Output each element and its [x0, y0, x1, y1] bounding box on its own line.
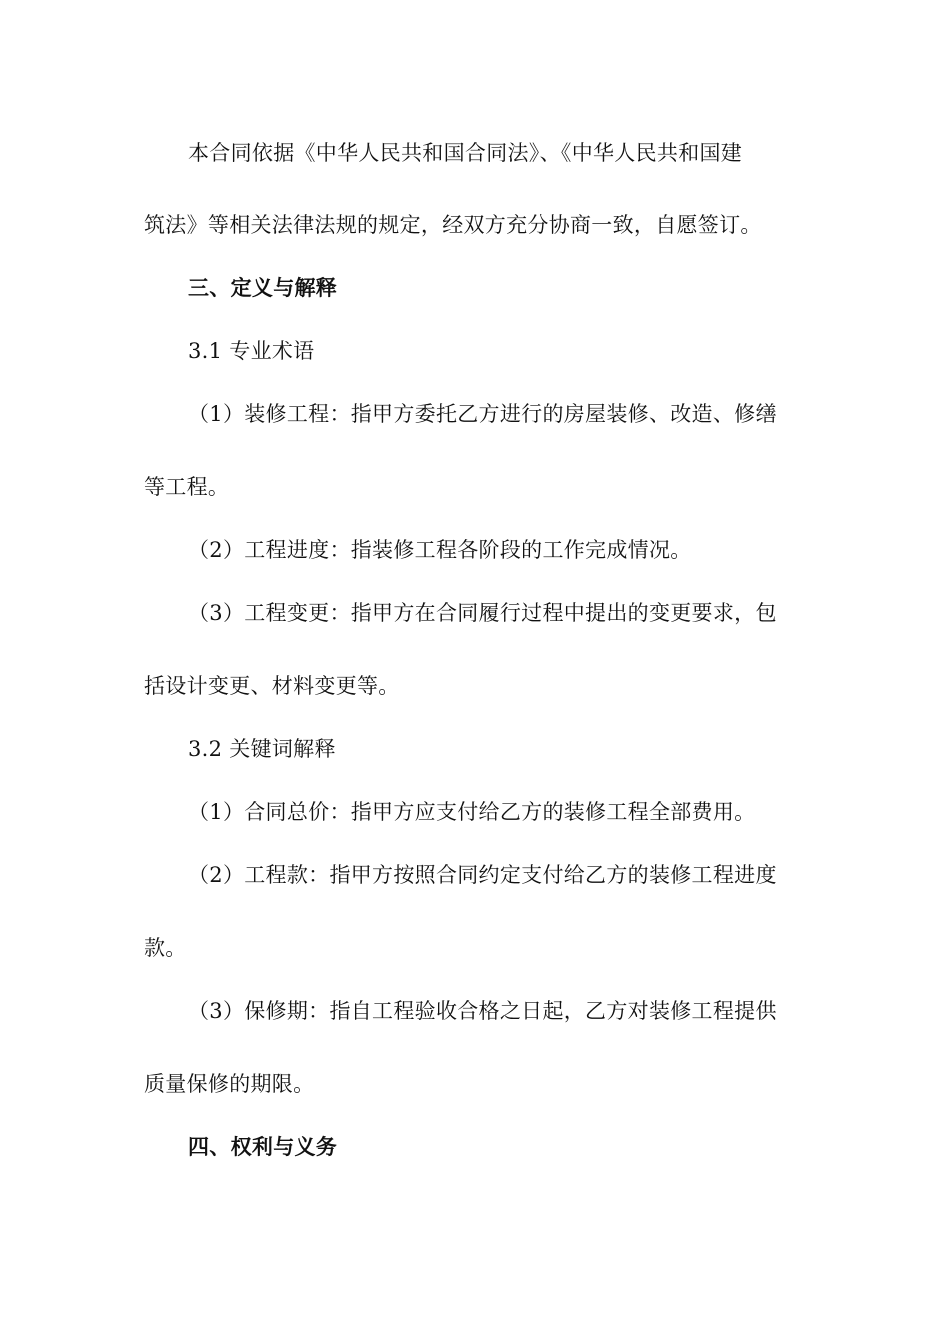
section-3-heading: 三、定义与解释 — [188, 275, 338, 300]
section-4-heading: 四、权利与义务 — [188, 1134, 338, 1159]
keyword-item-1: （1）合同总价：指甲方应支付给乙方的装修工程全部费用。 — [188, 800, 756, 824]
definition-item-1-line-2: 等工程。 — [144, 475, 230, 499]
keyword-item-3-line-2: 质量保修的期限。 — [144, 1072, 315, 1096]
subsection-3-1-heading: 3.1 专业术语 — [188, 339, 315, 363]
keyword-item-3-line-1: （3）保修期：指自工程验收合格之日起，乙方对装修工程提供 — [188, 999, 777, 1023]
definition-item-3-line-2: 括设计变更、材料变更等。 — [144, 674, 400, 698]
keyword-item-2-line-1: （2）工程款：指甲方按照合同约定支付给乙方的装修工程进度 — [188, 863, 777, 887]
intro-paragraph-line-2: 筑法》等相关法律法规的规定，经双方充分协商一致，自愿签订。 — [144, 213, 762, 237]
definition-item-1-line-1: （1）装修工程：指甲方委托乙方进行的房屋装修、改造、修缮 — [188, 402, 777, 426]
definition-item-3-line-1: （3）工程变更：指甲方在合同履行过程中提出的变更要求，包 — [188, 601, 777, 625]
intro-paragraph-line-1: 本合同依据《中华人民共和国合同法》、《中华人民共和国建 — [188, 141, 743, 165]
keyword-item-2-line-2: 款。 — [144, 936, 187, 960]
subsection-3-2-heading: 3.2 关键词解释 — [188, 737, 336, 761]
definition-item-2: （2）工程进度：指装修工程各阶段的工作完成情况。 — [188, 538, 692, 562]
